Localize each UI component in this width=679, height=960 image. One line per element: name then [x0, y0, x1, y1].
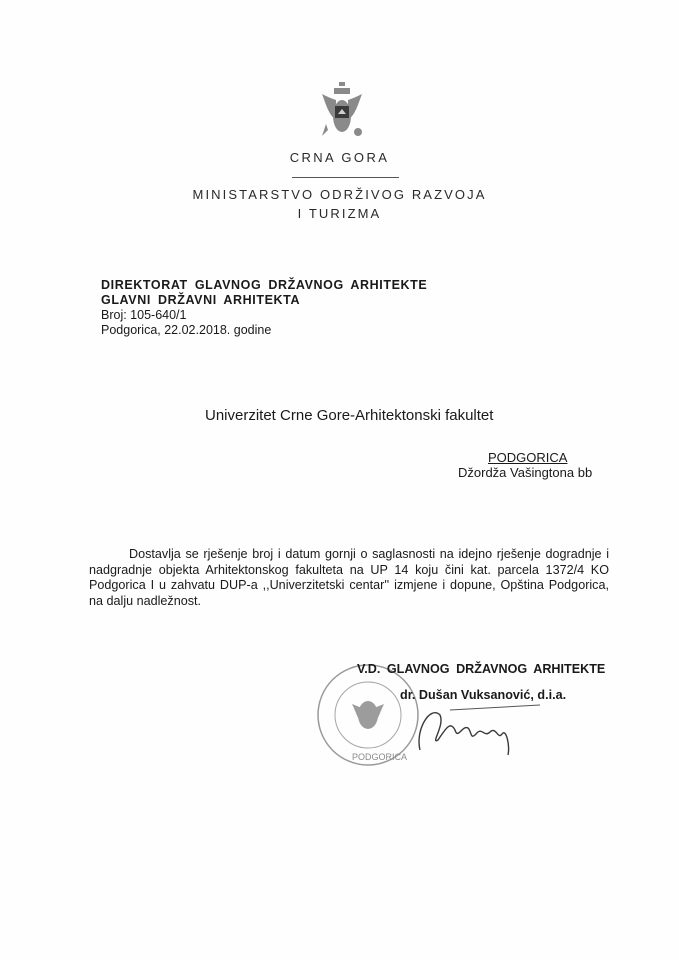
place-date: Podgorica, 22.02.2018. godine — [101, 323, 272, 337]
reference-number: Broj: 105-640/1 — [101, 308, 187, 322]
country-name: CRNA GORA — [289, 150, 390, 165]
recipient-address: Džordža Vašingtona bb — [458, 465, 593, 480]
ministry-line-2: I TURIZMA — [297, 206, 382, 221]
letter-body — [89, 547, 609, 609]
directorate-name: DIREKTORAT GLAVNOG DRŽAVNOG ARHITEKTE — [101, 278, 428, 292]
ministry-line-1: MINISTARSTVO ODRŽIVOG RAZVOJA — [192, 187, 487, 202]
recipient-city: PODGORICA — [488, 450, 568, 465]
signatory-name: dr. Dušan Vuksanović, d.i.a. — [400, 688, 567, 702]
office-name: GLAVNI DRŽAVNI ARHITEKTA — [101, 293, 301, 307]
coat-of-arms-icon — [318, 80, 366, 144]
signatory-title: V.D. GLAVNOG DRŽAVNOG ARHITEKTE — [357, 662, 606, 676]
issuer-block — [101, 278, 427, 338]
handwritten-signature-icon — [410, 700, 550, 760]
stamp-text-bottom: PODGORICA — [352, 752, 408, 762]
ministry-name — [0, 185, 679, 223]
body-paragraph: Dostavlja se rješenje broj i datum gornji o saglasnosti na idejno rješenje dogradnje i nadgradnje objekta Arhitektonskog fakulteta na UP 14 koju čini kat. parcela 1372/4 KO Podgorica I u zahvatu DUP-a ,,Univerzitetski centar'' izmjene i dopune, Opština Podgorica, na dalju nadležnost. — [89, 547, 609, 608]
recipient-name: Univerzitet Crne Gore-Arhitektonski fakultet — [205, 407, 494, 424]
letterhead-divider — [292, 177, 399, 178]
